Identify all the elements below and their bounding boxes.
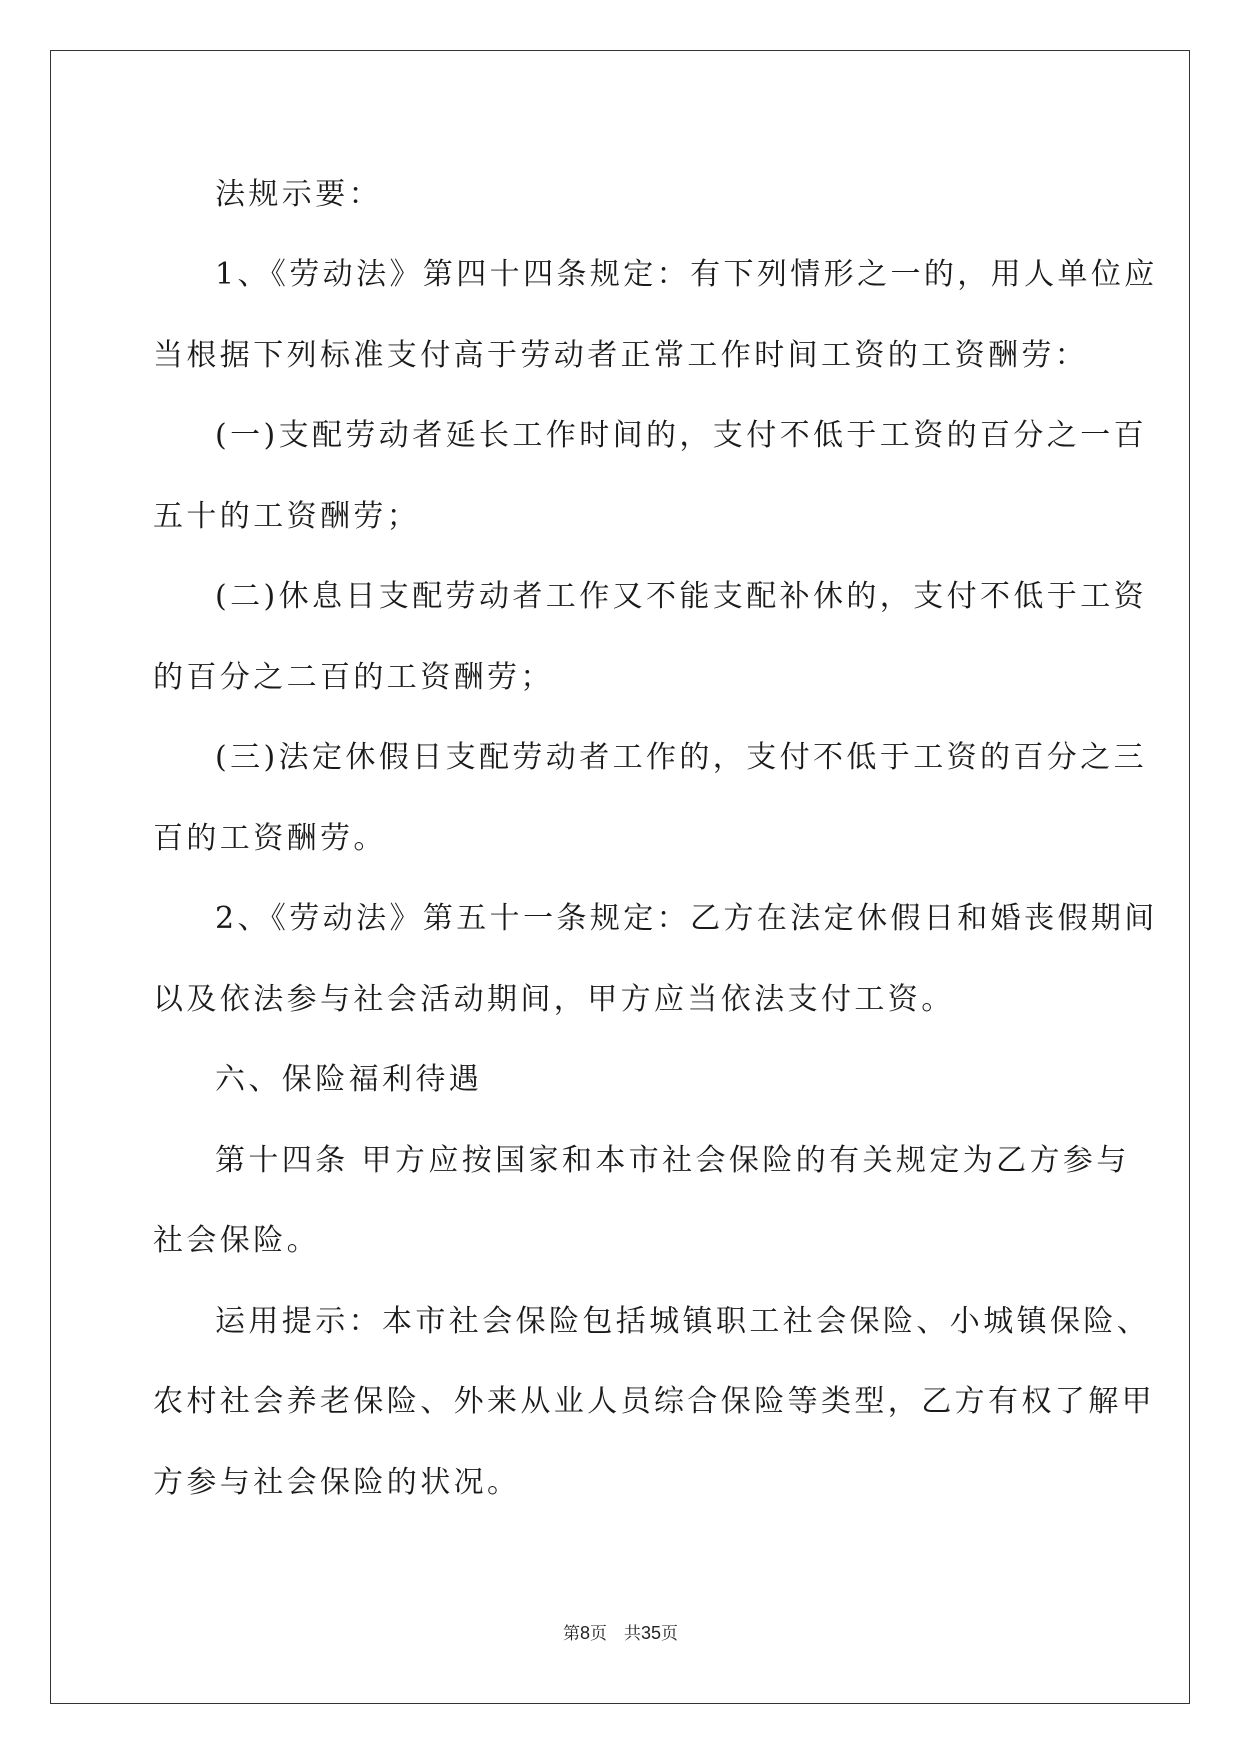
paragraph-line: 1、《劳动法》第四十四条规定：有下列情形之一的，用人单位应	[215, 257, 1158, 292]
paragraph-line: (二)休息日支配劳动者工作又不能支配补休的，支付不低于工资	[215, 579, 1148, 614]
paragraph-line: 以及依法参与社会活动期间，甲方应当依法支付工资。	[153, 982, 955, 1017]
paragraph-line: 的百分之二百的工资酬劳；	[153, 660, 554, 695]
paragraph-line: (三)法定休假日支配劳动者工作的，支付不低于工资的百分之三	[215, 740, 1148, 775]
paragraph-line: 第十四条 甲方应按国家和本市社会保险的有关规定为乙方参与	[215, 1143, 1130, 1178]
paragraph-line: 方参与社会保险的状况。	[153, 1465, 521, 1500]
paragraph-line: (一)支配劳动者延长工作时间的，支付不低于工资的百分之一百	[215, 418, 1148, 453]
paragraph-line: 百的工资酬劳。	[153, 821, 387, 856]
page-footer	[0, 1622, 1241, 1645]
paragraph-line: 2、《劳动法》第五十一条规定：乙方在法定休假日和婚丧假期间	[215, 901, 1158, 936]
page-border	[50, 50, 1190, 1704]
footer-prefix: 第	[562, 1624, 580, 1643]
footer-middle: 页 共	[589, 1624, 641, 1643]
paragraph-line: 农村社会养老保险、外来从业人员综合保险等类型，乙方有权了解甲	[153, 1384, 1155, 1419]
current-page-number: 8	[579, 1623, 590, 1643]
paragraph-line: 五十的工资酬劳；	[153, 499, 421, 534]
paragraph-line: 法规示要：	[215, 177, 382, 212]
paragraph-line: 运用提示：本市社会保险包括城镇职工社会保险、小城镇保险、	[215, 1304, 1151, 1339]
paragraph-line: 当根据下列标准支付高于劳动者正常工作时间工资的工资酬劳：	[153, 338, 1089, 373]
total-pages-number: 35	[640, 1623, 662, 1643]
section-heading: 六、保险福利待遇	[215, 1062, 483, 1097]
paragraph-line: 社会保险。	[153, 1223, 320, 1258]
footer-suffix: 页	[661, 1624, 679, 1643]
